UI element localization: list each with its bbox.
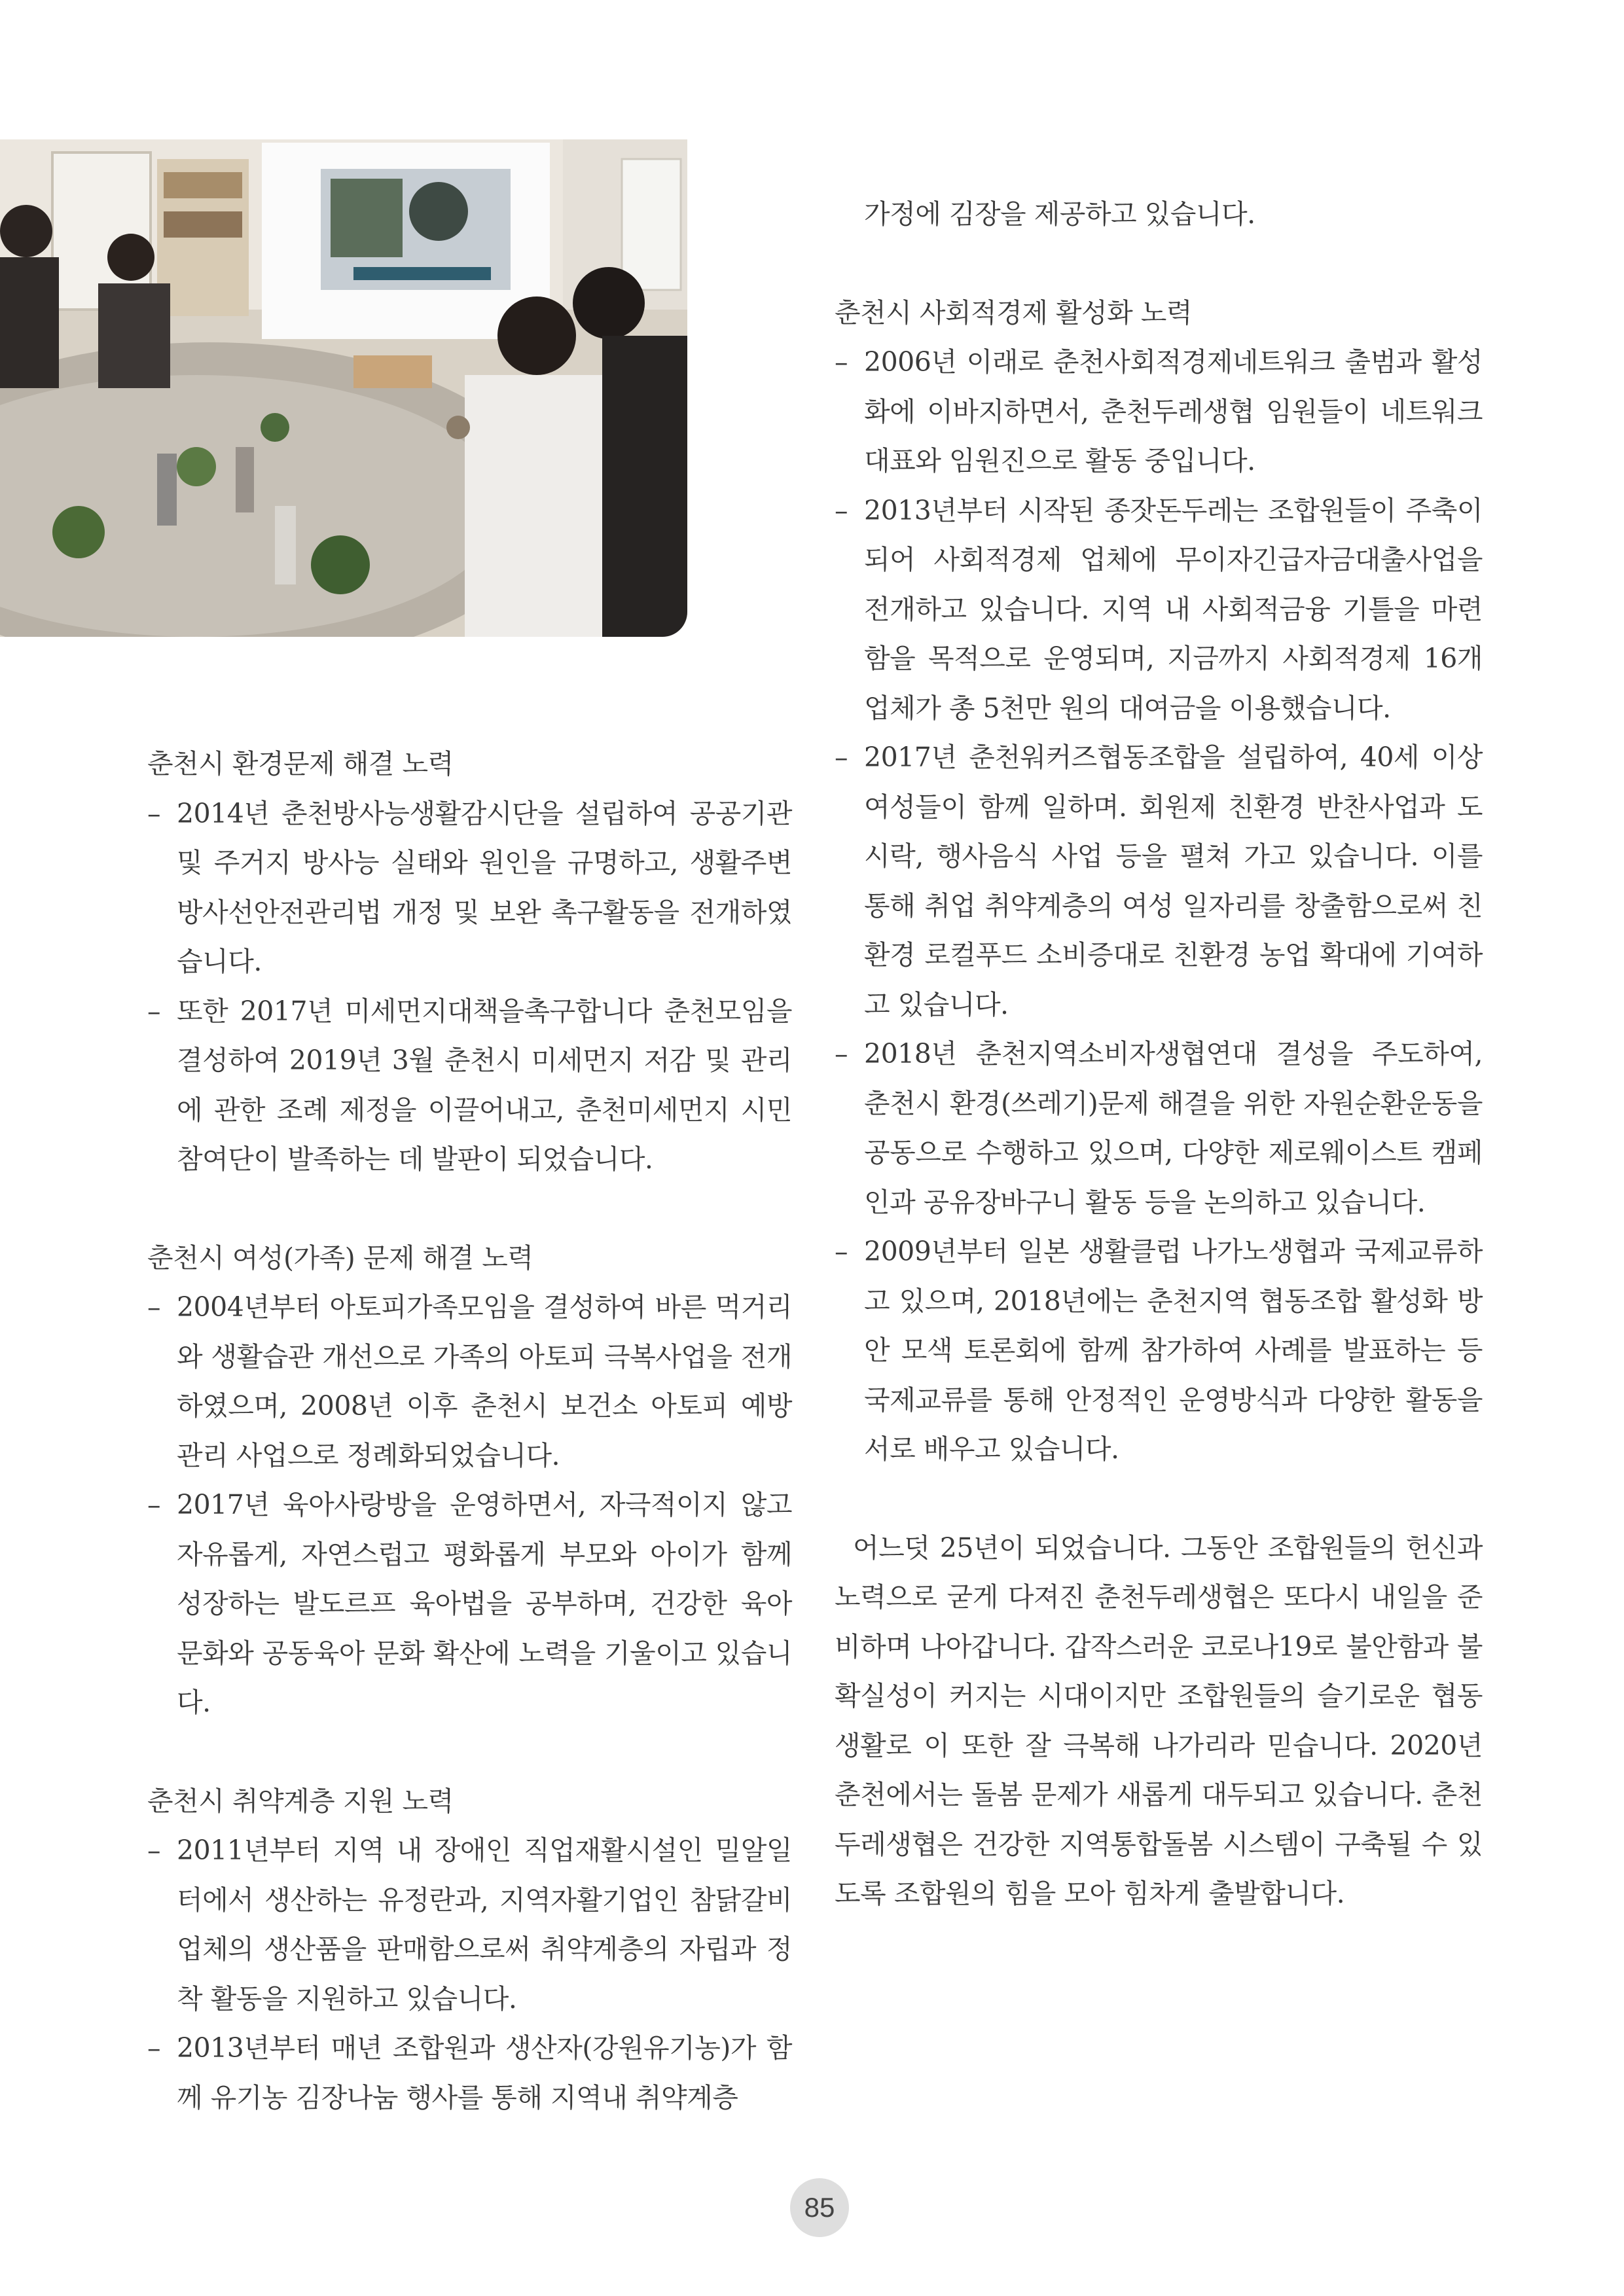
closing-paragraph: 어느덧 25년이 되었습니다. 그동안 조합원들의 헌신과 노력으로 굳게 다져진 춘천두레생협은 또다시 내일을 준비하며 나아갑니다. 갑작스러운 코로나19로 불안함과 불확실성이 커지는 시대이지만 조합원들의 슬기로운 협동 생활로 이 또한 잘 극복해 나가리라 믿습니다. 2020년 춘천에서는 돌봄 문제가 새롭게 대두되고 있습니다. 춘천두레생협은 건강한 지역통합돌봄 시스템이 구축될 수 있도록 조합원의 힘을 모아 힘차게 출발합니다. xyxy=(835,1532,1483,1909)
bullet-item xyxy=(147,789,792,987)
bullet-text: 2013년부터 매년 조합원과 생산자(강원유기농)가 함께 유기농 김장나눔 행사를 통해 지역내 취약계층 xyxy=(177,2032,792,2113)
bullet-item xyxy=(147,987,792,1185)
bullet-marker: – xyxy=(147,2032,160,2064)
bullet-item xyxy=(147,2024,792,2123)
bullet-marker: – xyxy=(147,797,160,829)
bullet-marker: – xyxy=(835,494,848,526)
bullet-text: 2004년부터 아토피가족모임을 결성하여 바른 먹거리와 생활습관 개선으로 가족의 아토피 극복사업을 전개하였으며, 2008년 이후 춘천시 보건소 아토피 예방 관리 사업으로 정례화되었습니다. xyxy=(177,1291,792,1471)
bullet-item xyxy=(835,1030,1483,1227)
bullet-item xyxy=(147,1283,792,1480)
bullet-text: 2017년 춘천워커즈협동조합을 설립하여, 40세 이상 여성들이 함께 일하며. 회원제 친환경 반찬사업과 도시락, 행사음식 사업 등을 펼쳐 가고 있습니다. 이를 통해 취업 취약계층의 여성 일자리를 창출함으로써 친환경 로컬푸드 소비증대로 친환경 농업 확대에 기여하고 있습니다. xyxy=(864,742,1483,1020)
bullet-item xyxy=(147,1826,792,2024)
section-heading: 춘천시 사회적경제 활성화 노력 xyxy=(835,296,1192,329)
bullet-text: 2017년 육아사랑방을 운영하면서, 자극적이지 않고 자유롭게, 자연스럽고 평화롭게 부모와 아이가 함께 성장하는 발도르프 육아법을 공부하며, 건강한 육아 문화와 공동육아 문화 확산에 노력을 기울이고 있습니다. xyxy=(177,1489,792,1718)
bullet-text: 2014년 춘천방사능생활감시단을 설립하여 공공기관 및 주거지 방사능 실태와 원인을 규명하고, 생활주변방사선안전관리법 개정 및 보완 촉구활동을 전개하였습니다. xyxy=(177,797,792,977)
bullet-marker: – xyxy=(835,1038,848,1069)
bullet-item xyxy=(147,1480,792,1728)
section-heading: 춘천시 취약계층 지원 노력 xyxy=(147,1785,454,1817)
bullet-marker: – xyxy=(147,1291,160,1323)
workshop-photo-illustration xyxy=(0,139,687,637)
workshop-photo xyxy=(0,139,687,637)
bullet-text: 2018년 춘천지역소비자생협연대 결성을 주도하여, 춘천시 환경(쓰레기)문제 해결을 위한 자원순환운동을 공동으로 수행하고 있으며, 다양한 제로웨이스트 캠페인과 공유장바구니 활동 등을 논의하고 있습니다. xyxy=(864,1038,1483,1218)
bullet-item xyxy=(835,733,1483,1030)
right-column xyxy=(835,190,1483,1919)
bullet-item xyxy=(835,486,1483,734)
bullet-item xyxy=(835,1227,1483,1475)
bullet-marker: – xyxy=(147,995,160,1027)
bullet-marker: – xyxy=(147,1835,160,1866)
bullet-marker: – xyxy=(835,1236,848,1267)
bullet-text: 2006년 이래로 춘천사회적경제네트워크 출범과 활성화에 이바지하면서, 춘천두레생협 임원들이 네트워크 대표와 임원진으로 활동 중입니다. xyxy=(864,346,1483,476)
bullet-text: 또한 2017년 미세먼지대책을촉구합니다 춘천모임을 결성하여 2019년 3월 춘천시 미세먼지 저감 및 관리에 관한 조례 제정을 이끌어내고, 춘천미세먼지 시민참여단이 발족하는 데 발판이 되었습니다. xyxy=(177,995,792,1175)
bullet-text: 2011년부터 지역 내 장애인 직업재활시설인 밀알일터에서 생산하는 유정란과, 지역자활기업인 참닭갈비 업체의 생산품을 판매함으로써 취약계층의 자립과 정착 활동을 지원하고 있습니다. xyxy=(177,1835,792,2015)
bullet-marker: – xyxy=(835,346,848,378)
section-heading: 춘천시 여성(가족) 문제 해결 노력 xyxy=(147,1242,533,1274)
bullet-text: 2013년부터 시작된 종잣돈두레는 조합원들이 주축이 되어 사회적경제 업체에 무이자긴급자금대출사업을 전개하고 있습니다. 지역 내 사회적금융 기틀을 마련함을 목적으로 운영되며, 지금까지 사회적경제 16개 업체가 총 5천만 원의 대여금을 이용했습니다. xyxy=(864,494,1483,724)
bullet-marker: – xyxy=(835,742,848,773)
page-number: 85 xyxy=(790,2178,849,2237)
continued-text: 가정에 김장을 제공하고 있습니다. xyxy=(864,198,1255,230)
bullet-marker: – xyxy=(147,1489,160,1520)
bullet-item xyxy=(835,338,1483,486)
bullet-text: 2009년부터 일본 생활클럽 나가노생협과 국제교류하고 있으며, 2018년에는 춘천지역 협동조합 활성화 방안 모색 토론회에 함께 참가하여 사례를 발표하는 등 국제교류를 통해 안정적인 운영방식과 다양한 활동을 서로 배우고 있습니다. xyxy=(864,1236,1483,1465)
left-column xyxy=(147,740,792,2123)
section-heading: 춘천시 환경문제 해결 노력 xyxy=(147,748,454,780)
